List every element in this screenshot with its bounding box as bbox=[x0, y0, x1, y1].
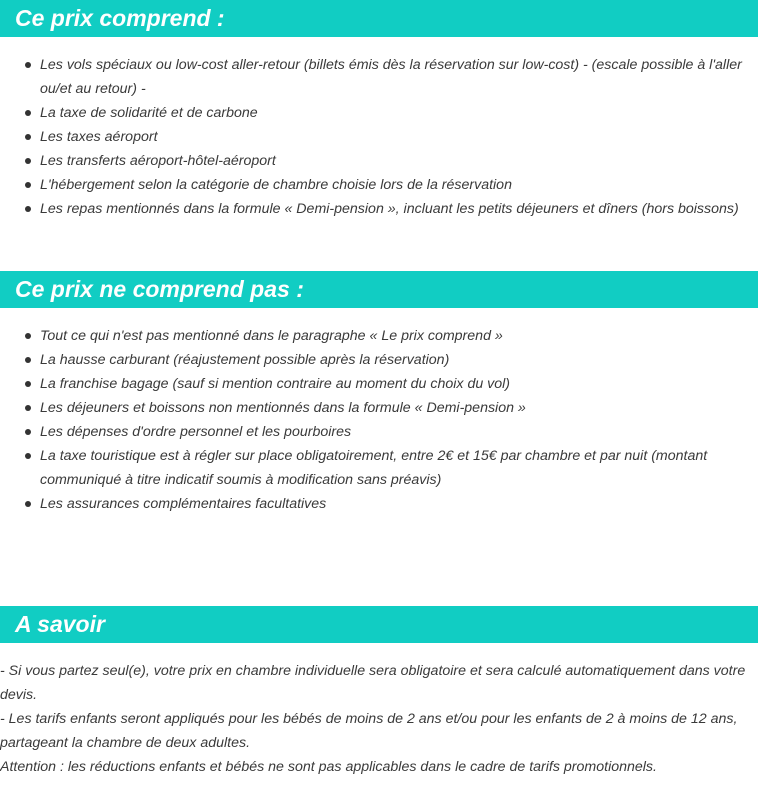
excludes-item: Les assurances complémentaires facultatives bbox=[0, 492, 758, 516]
excludes-item: La franchise bagage (sauf si mention contraire au moment du choix du vol) bbox=[0, 372, 758, 396]
excludes-section-header bbox=[0, 271, 758, 308]
includes-item: Les vols spéciaux ou low-cost aller-retour (billets émis dès la réservation sur low-cost) - (escale possible à l'aller ou/et au retour) - bbox=[0, 53, 758, 101]
excludes-item: Tout ce qui n'est pas mentionné dans le paragraphe « Le prix comprend » bbox=[0, 324, 758, 348]
excludes-title: Ce prix ne comprend pas : bbox=[15, 276, 304, 302]
excludes-list bbox=[0, 324, 758, 516]
excludes-item: Les déjeuners et boissons non mentionnés dans la formule « Demi-pension » bbox=[0, 396, 758, 420]
info-paragraph: - Les tarifs enfants seront appliqués pour les bébés de moins de 2 ans et/ou pour les enfants de 2 à moins de 12 ans, partageant la chambre de deux adultes. bbox=[0, 711, 738, 751]
includes-list bbox=[0, 53, 758, 221]
excludes-item: La hausse carburant (réajustement possible après la réservation) bbox=[0, 348, 758, 372]
info-paragraphs bbox=[0, 659, 750, 779]
excludes-item: Les dépenses d'ordre personnel et les pourboires bbox=[0, 420, 758, 444]
includes-section-header bbox=[0, 0, 758, 37]
includes-title: Ce prix comprend : bbox=[15, 5, 225, 31]
info-paragraph: Attention : les réductions enfants et bébés ne sont pas applicables dans le cadre de tarifs promotionnels. bbox=[0, 759, 657, 775]
includes-item: L'hébergement selon la catégorie de chambre choisie lors de la réservation bbox=[0, 173, 758, 197]
includes-item: Les taxes aéroport bbox=[0, 125, 758, 149]
excludes-item: La taxe touristique est à régler sur place obligatoirement, entre 2€ et 15€ par chambre et par nuit (montant communiqué à titre indicatif soumis à modification sans préavis) bbox=[0, 444, 758, 492]
info-section-header bbox=[0, 606, 758, 643]
includes-item: La taxe de solidarité et de carbone bbox=[0, 101, 758, 125]
info-paragraph: - Si vous partez seul(e), votre prix en chambre individuelle sera obligatoire et sera calculé automatiquement dans votre devis. bbox=[0, 663, 746, 703]
info-title: A savoir bbox=[15, 611, 105, 637]
includes-item: Les repas mentionnés dans la formule « Demi-pension », incluant les petits déjeuners et dîners (hors boissons) bbox=[0, 197, 758, 221]
includes-item: Les transferts aéroport-hôtel-aéroport bbox=[0, 149, 758, 173]
